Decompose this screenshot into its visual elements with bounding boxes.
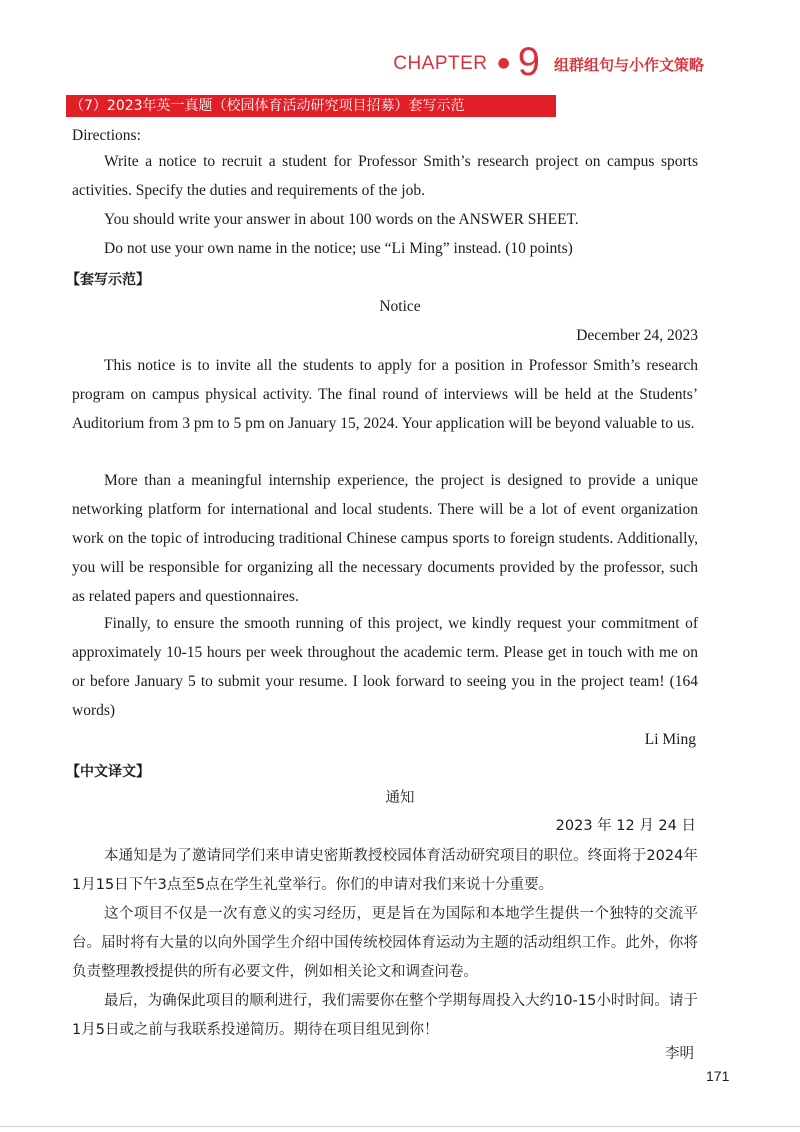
notice-title-en: Notice [379,298,421,315]
directions-label: Directions: [72,127,141,144]
notice-paragraph-zh-3: 最后，为确保此项目的顺利进行，我们需要你在整个学期每周投入大约10-15小时时间。请于1月5日或之前与我联系投递简历。期待在项目组见到你！ [72,993,698,1038]
footer-divider [0,1126,800,1127]
signature-en: Li Ming [644,731,696,748]
bullet-dot-icon: ● [497,55,510,71]
notice-paragraph-zh-2: 这个项目不仅是一次有意义的实习经历，更是旨在为国际和本地学生提供一个独特的交流平台。届时将有大量的以向外国学生介绍中国传统校园体育运动为主题的活动组织工作。此外，你将负责整理教授提供的所有必要文件，例如相关论文和调查问卷。 [72,906,698,980]
notice-paragraph-zh-1: 本通知是为了邀请同学们来申请史密斯教授校园体育活动研究项目的职位。终面将于2024年1月15日下午3点至5点在学生礼堂举行。你们的申请对我们来说十分重要。 [72,848,698,893]
translation-label: 【中文译文】 [66,764,150,780]
notice-paragraph-en-1: This notice is to invite all the students to apply for a position in Professor Smith’s research program on campus physical activity. The final round of interviews will be held at the Students’ Auditorium from 3 pm to 5 pm on January 15, 2024. Your application will be beyond valuable to us. [72,357,698,432]
sample-label: 【套写示范】 [66,272,150,288]
notice-date-en: December 24, 2023 [576,327,698,344]
notice-date-zh: 2023 年 12 月 24 日 [555,818,696,834]
directions-paragraph-2: You should write your answer in about 100 words on the ANSWER SHEET. [104,211,579,228]
chapter-label: CHAPTER [393,53,488,74]
notice-paragraph-en-3: Finally, to ensure the smooth running of this project, we kindly request your commitment of approximately 10-15 hours per week throughout the academic term. Please get in touch with me on or before January 5 to submit your resume. I look forward to seeing you in the project team! (164 words) [72,615,698,719]
page-number: 171 [706,1068,730,1084]
directions-paragraph-1: Write a notice to recruit a student for Professor Smith’s research project on campus sports activities. Specify the duties and requirements of the job. [72,153,698,199]
directions-paragraph-3: Do not use your own name in the notice; use “Li Ming” instead. (10 points) [104,240,573,257]
chapter-number: 9 [517,40,540,84]
notice-paragraph-en-2: More than a meaningful internship experience, the project is designed to provide a unique networking platform for international and local students. There will be a lot of event organization work on the topic of introducing traditional Chinese campus sports to foreign students. Additionally, you will be responsible for organizing all the necessary documents provided by the professor, such as related papers and questionnaires. [72,472,698,605]
signature-zh: 李明 [665,1046,694,1062]
notice-title-zh: 通知 [385,790,415,806]
chapter-topic: 组群组句与小作文策略 [553,55,704,74]
chapter-header [393,40,704,84]
section-title-banner: （7）2023年英一真题（校园体育活动研究项目招募）套写示范 [66,95,556,117]
